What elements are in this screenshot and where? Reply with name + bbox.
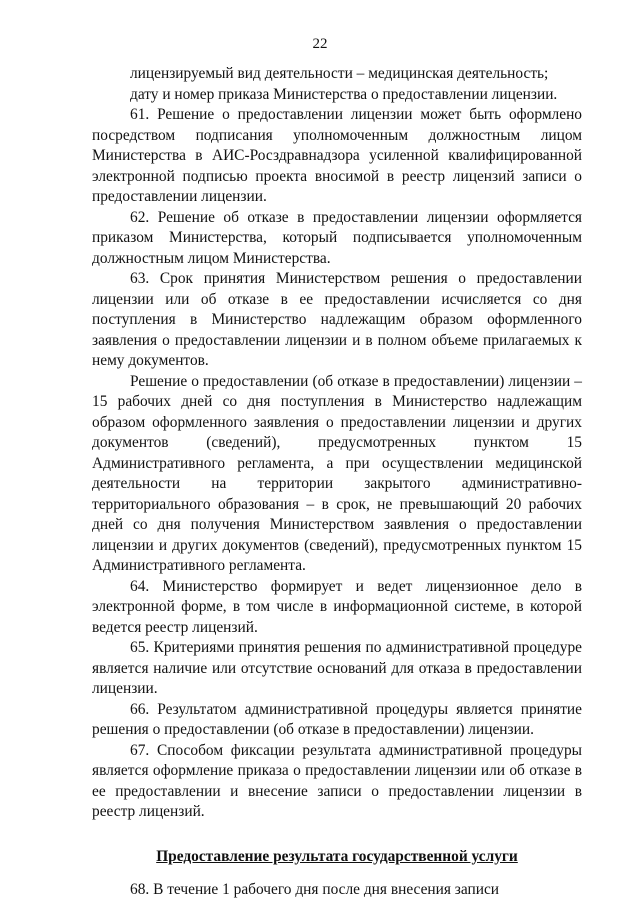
paragraph: лицензируемый вид деятельности – медицинская деятельность;: [130, 65, 549, 82]
paragraphs-before-heading: [92, 64, 582, 823]
section-heading: Предоставление результата государственной услуги: [156, 847, 518, 865]
paragraph: Решение о предоставлении (об отказе в предоставлении) лицензии – 15 рабочих дней со дня поступления в Министерство надлежащим образом оформленного заявления о предоставлении лицензии и других документов (сведений), предусмотренных пунктом 15 Административного регламента, а при осуществлении медицинской деятельности на территории закрытого административно-территориального образования – в срок, не превышающий 20 рабочих дней со дня получения Министерством заявления о предоставлении лицензии и других документов (сведений), предусмотренных пунктом 15 Административного регламента.: [92, 372, 582, 574]
page-number: 22: [312, 36, 328, 52]
paragraph: 68. В течение 1 рабочего дня после дня внесения записи: [130, 881, 500, 898]
paragraph: 62. Решение об отказе в предоставлении лицензии оформляется приказом Министерства, который подписывается уполномоченным должностным лицом Министерства.: [92, 208, 582, 267]
paragraph: 65. Критериями принятия решения по административной процедуре является наличие или отсутствие оснований для отказа в предоставлении лицензии.: [92, 639, 582, 697]
paragraph: 61. Решение о предоставлении лицензии может быть оформлено посредством подписания уполномоченным должностным лицом Министерства в АИС-Росздравнадзора усиленной квалифицированной электронной подписью проекта вносимой в реестр лицензий записи о предоставлении лицензии.: [92, 106, 582, 205]
paragraph: 63. Срок принятия Министерством решения о предоставлении лицензии или об отказе в ее предоставлении исчисляется со дня поступления в Министерство надлежащим образом оформленного заявления о предоставлении лицензии и в полном объеме прилагаемых к нему документов.: [92, 270, 582, 369]
paragraph: 64. Министерство формирует и ведет лицензионное дело в электронной форме, в том числе в информационной системе, в которой ведется реестр лицензий.: [92, 577, 582, 636]
document-body: [92, 64, 582, 901]
paragraphs-after-heading: [92, 880, 582, 901]
paragraph: 67. Способом фиксации результата административной процедуры является оформление приказа о предоставлении лицензии или об отказе в ее предоставлении и внесение записи о предоставлении лицензии в реестр лицензий.: [92, 741, 582, 820]
paragraph: 66. Результатом административной процедуры является принятие решения о предоставлении (об отказе в предоставлении) лицензии.: [92, 700, 582, 738]
paragraph: дату и номер приказа Министерства о предоставлении лицензии.: [130, 85, 558, 103]
